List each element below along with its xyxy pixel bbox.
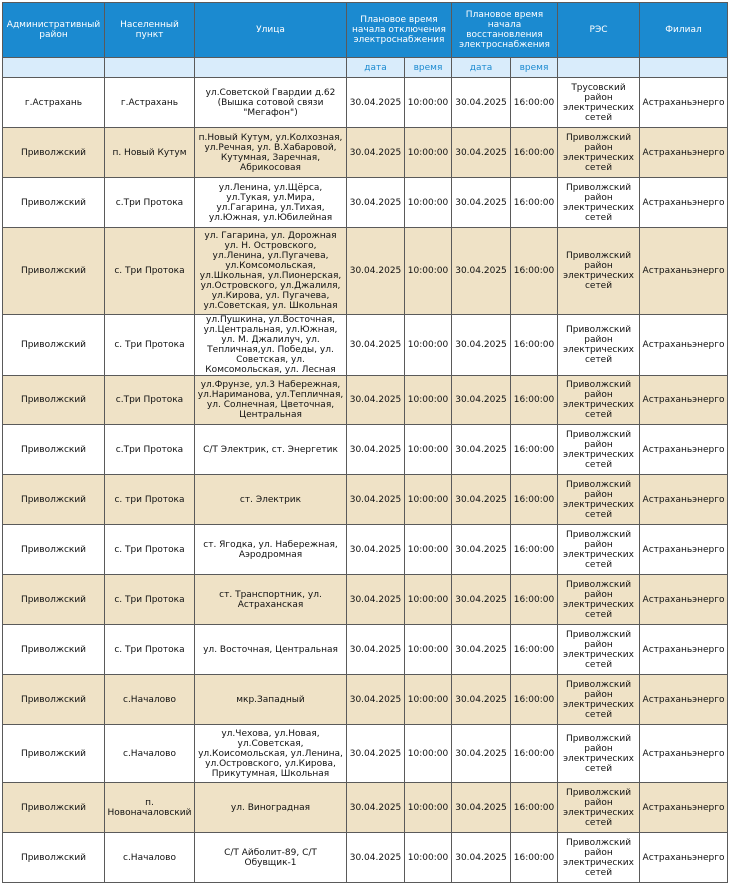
table-row <box>3 178 728 228</box>
cell-off-date: 30.04.2025 <box>347 725 405 783</box>
cell-district: Приволжский <box>3 675 105 725</box>
cell-off-date: 30.04.2025 <box>347 475 405 525</box>
cell-street: ст. Ягодка, ул. Набережная, Аэродромная <box>195 525 347 575</box>
cell-res: Трусовский район электрических сетей <box>558 78 640 128</box>
cell-district: Приволжский <box>3 575 105 625</box>
cell-on-time: 16:00:00 <box>511 525 558 575</box>
cell-branch: Астраханьэнерго <box>640 575 728 625</box>
cell-off-time: 10:00:00 <box>405 315 452 376</box>
cell-locality: с.Началово <box>105 833 195 883</box>
header-branch: Филиал <box>640 3 728 58</box>
cell-street: ул.Пушкина, ул.Восточная, ул.Центральная, ул.Южная, ул. М. Джалилуч, ул. Тепличная,ул. Победы, ул. Советская, ул. Комсомольская, ул. Лесная <box>195 315 347 376</box>
cell-on-time: 16:00:00 <box>511 376 558 425</box>
cell-off-time: 10:00:00 <box>405 475 452 525</box>
cell-res: Приволжский район электрических сетей <box>558 228 640 315</box>
cell-street: п.Новый Кутум, ул.Колхозная, ул.Речная, ул. В.Хабаровой, Кутумная, Заречная, Абрикосовая <box>195 128 347 178</box>
cell-branch: Астраханьэнерго <box>640 525 728 575</box>
cell-off-time: 10:00:00 <box>405 228 452 315</box>
cell-on-time: 16:00:00 <box>511 78 558 128</box>
cell-off-date: 30.04.2025 <box>347 425 405 475</box>
cell-locality: с.Три Протока <box>105 425 195 475</box>
table-row <box>3 475 728 525</box>
subheader-empty <box>558 58 640 78</box>
table-row <box>3 128 728 178</box>
cell-locality: с. Три Протока <box>105 575 195 625</box>
cell-district: Приволжский <box>3 178 105 228</box>
cell-locality: с. Три Протока <box>105 625 195 675</box>
table-row <box>3 725 728 783</box>
cell-street: С/Т Айболит-89, С/Т Обувщик-1 <box>195 833 347 883</box>
cell-res: Приволжский район электрических сетей <box>558 575 640 625</box>
cell-locality: с.Началово <box>105 725 195 783</box>
table-row <box>3 575 728 625</box>
cell-off-date: 30.04.2025 <box>347 625 405 675</box>
cell-on-time: 16:00:00 <box>511 228 558 315</box>
cell-street: ул.Фрунзе, ул.3 Набережная, ул.Нариманова, ул.Тепличная, ул. Солнечная, Цветочная, Центральная <box>195 376 347 425</box>
cell-off-date: 30.04.2025 <box>347 178 405 228</box>
table-row <box>3 376 728 425</box>
cell-res: Приволжский район электрических сетей <box>558 625 640 675</box>
cell-res: Приволжский район электрических сетей <box>558 128 640 178</box>
cell-district: Приволжский <box>3 475 105 525</box>
cell-street: ул.Ленина, ул.Щёрса, ул.Тукая, ул.Мира, ул.Гагарина, ул.Тихая, ул.Южная, ул.Юбилейная <box>195 178 347 228</box>
cell-branch: Астраханьэнерго <box>640 625 728 675</box>
cell-district: Приволжский <box>3 783 105 833</box>
cell-off-date: 30.04.2025 <box>347 315 405 376</box>
cell-on-time: 16:00:00 <box>511 178 558 228</box>
subheader-on-date: дата <box>452 58 511 78</box>
table-row <box>3 315 728 376</box>
cell-off-time: 10:00:00 <box>405 425 452 475</box>
table-row <box>3 78 728 128</box>
header-street: Улица <box>195 3 347 58</box>
cell-on-time: 16:00:00 <box>511 725 558 783</box>
cell-locality: с. три Протока <box>105 475 195 525</box>
subheader-off-time: время <box>405 58 452 78</box>
subheader-empty <box>105 58 195 78</box>
cell-district: Приволжский <box>3 228 105 315</box>
cell-district: Приволжский <box>3 128 105 178</box>
table-row <box>3 228 728 315</box>
header-locality: Населенный пункт <box>105 3 195 58</box>
cell-street: ул.Чехова, ул.Новая, ул.Советская, ул.Коисомольская, ул.Ленина, ул.Островского, ул.Кирова, Прикутумная, Школьная <box>195 725 347 783</box>
cell-district: Приволжский <box>3 315 105 376</box>
cell-branch: Астраханьэнерго <box>640 128 728 178</box>
cell-off-date: 30.04.2025 <box>347 783 405 833</box>
cell-off-time: 10:00:00 <box>405 833 452 883</box>
cell-on-date: 30.04.2025 <box>452 783 511 833</box>
cell-res: Приволжский район электрических сетей <box>558 425 640 475</box>
cell-res: Приволжский район электрических сетей <box>558 833 640 883</box>
cell-off-time: 10:00:00 <box>405 725 452 783</box>
cell-off-date: 30.04.2025 <box>347 228 405 315</box>
subheader-empty <box>195 58 347 78</box>
header-district: Административный район <box>3 3 105 58</box>
cell-on-date: 30.04.2025 <box>452 575 511 625</box>
table-row <box>3 525 728 575</box>
table-row <box>3 625 728 675</box>
cell-off-time: 10:00:00 <box>405 78 452 128</box>
cell-branch: Астраханьэнерго <box>640 228 728 315</box>
cell-off-time: 10:00:00 <box>405 575 452 625</box>
cell-off-time: 10:00:00 <box>405 783 452 833</box>
cell-on-date: 30.04.2025 <box>452 178 511 228</box>
cell-off-date: 30.04.2025 <box>347 128 405 178</box>
cell-on-date: 30.04.2025 <box>452 376 511 425</box>
cell-street: мкр.Западный <box>195 675 347 725</box>
cell-on-time: 16:00:00 <box>511 783 558 833</box>
cell-on-date: 30.04.2025 <box>452 833 511 883</box>
cell-district: Приволжский <box>3 833 105 883</box>
cell-locality: г.Астрахань <box>105 78 195 128</box>
header-restore-time: Плановое время начала восстановления электроснабжения <box>452 3 558 58</box>
cell-branch: Астраханьэнерго <box>640 725 728 783</box>
cell-res: Приволжский район электрических сетей <box>558 675 640 725</box>
cell-district: Приволжский <box>3 525 105 575</box>
cell-off-date: 30.04.2025 <box>347 525 405 575</box>
cell-street: ст. Электрик <box>195 475 347 525</box>
cell-on-time: 16:00:00 <box>511 575 558 625</box>
cell-branch: Астраханьэнерго <box>640 178 728 228</box>
cell-district: Приволжский <box>3 425 105 475</box>
cell-branch: Астраханьэнерго <box>640 425 728 475</box>
subheader-empty <box>640 58 728 78</box>
cell-branch: Астраханьэнерго <box>640 315 728 376</box>
cell-off-date: 30.04.2025 <box>347 675 405 725</box>
cell-locality: с. Три Протока <box>105 525 195 575</box>
cell-street: С/Т Электрик, ст. Энергетик <box>195 425 347 475</box>
table-row <box>3 425 728 475</box>
cell-on-date: 30.04.2025 <box>452 128 511 178</box>
outage-schedule-table <box>2 2 728 883</box>
cell-on-time: 16:00:00 <box>511 625 558 675</box>
table-row <box>3 675 728 725</box>
cell-on-date: 30.04.2025 <box>452 725 511 783</box>
cell-locality: с.Три Протока <box>105 376 195 425</box>
cell-street: ул.Советской Гвардии д.62 (Вышка сотовой связи "Мегафон") <box>195 78 347 128</box>
subheader-empty <box>3 58 105 78</box>
table-row <box>3 783 728 833</box>
cell-off-time: 10:00:00 <box>405 376 452 425</box>
cell-district: Приволжский <box>3 376 105 425</box>
cell-on-date: 30.04.2025 <box>452 525 511 575</box>
cell-on-date: 30.04.2025 <box>452 425 511 475</box>
cell-res: Приволжский район электрических сетей <box>558 475 640 525</box>
cell-on-date: 30.04.2025 <box>452 625 511 675</box>
cell-locality: п. Новый Кутум <box>105 128 195 178</box>
cell-on-date: 30.04.2025 <box>452 78 511 128</box>
cell-on-date: 30.04.2025 <box>452 675 511 725</box>
cell-district: Приволжский <box>3 725 105 783</box>
cell-res: Приволжский район электрических сетей <box>558 315 640 376</box>
cell-res: Приволжский район электрических сетей <box>558 525 640 575</box>
cell-branch: Астраханьэнерго <box>640 833 728 883</box>
cell-off-date: 30.04.2025 <box>347 376 405 425</box>
cell-on-time: 16:00:00 <box>511 128 558 178</box>
cell-district: г.Астрахань <box>3 78 105 128</box>
cell-on-time: 16:00:00 <box>511 315 558 376</box>
cell-res: Приволжский район электрических сетей <box>558 783 640 833</box>
cell-locality: с. Три Протока <box>105 228 195 315</box>
cell-branch: Астраханьэнерго <box>640 783 728 833</box>
cell-branch: Астраханьэнерго <box>640 675 728 725</box>
cell-off-time: 10:00:00 <box>405 525 452 575</box>
cell-branch: Астраханьэнерго <box>640 376 728 425</box>
cell-res: Приволжский район электрических сетей <box>558 376 640 425</box>
cell-street: ул. Восточная, Центральная <box>195 625 347 675</box>
cell-on-time: 16:00:00 <box>511 833 558 883</box>
cell-off-time: 10:00:00 <box>405 625 452 675</box>
cell-branch: Астраханьэнерго <box>640 78 728 128</box>
cell-on-date: 30.04.2025 <box>452 475 511 525</box>
cell-locality: с.Три Протока <box>105 178 195 228</box>
cell-res: Приволжский район электрических сетей <box>558 725 640 783</box>
table-row <box>3 833 728 883</box>
cell-off-date: 30.04.2025 <box>347 575 405 625</box>
cell-off-date: 30.04.2025 <box>347 78 405 128</box>
cell-locality: с.Началово <box>105 675 195 725</box>
cell-locality: п. Новоначаловский <box>105 783 195 833</box>
cell-street: ул. Виноградная <box>195 783 347 833</box>
header-res: РЭС <box>558 3 640 58</box>
cell-off-time: 10:00:00 <box>405 675 452 725</box>
cell-street: ул. Гагарина, ул. Дорожная ул. Н. Островского, ул.Ленина, ул.Пугачева, ул.Комсомольская, ул.Школьная, ул.Пионерская, ул.Островского, ул.Джалиля, ул.Кирова, ул. Пугачева, ул.Советская, ул. Школьная <box>195 228 347 315</box>
cell-on-time: 16:00:00 <box>511 675 558 725</box>
cell-district: Приволжский <box>3 625 105 675</box>
cell-street: ст. Транспортник, ул. Астраханская <box>195 575 347 625</box>
cell-on-date: 30.04.2025 <box>452 315 511 376</box>
cell-branch: Астраханьэнерго <box>640 475 728 525</box>
cell-on-time: 16:00:00 <box>511 425 558 475</box>
cell-on-date: 30.04.2025 <box>452 228 511 315</box>
subheader-on-time: время <box>511 58 558 78</box>
cell-res: Приволжский район электрических сетей <box>558 178 640 228</box>
subheader-off-date: дата <box>347 58 405 78</box>
cell-off-time: 10:00:00 <box>405 128 452 178</box>
header-off-time: Плановое время начала отключения электроснабжения <box>347 3 452 58</box>
cell-locality: с. Три Протока <box>105 315 195 376</box>
cell-off-date: 30.04.2025 <box>347 833 405 883</box>
cell-off-time: 10:00:00 <box>405 178 452 228</box>
cell-on-time: 16:00:00 <box>511 475 558 525</box>
